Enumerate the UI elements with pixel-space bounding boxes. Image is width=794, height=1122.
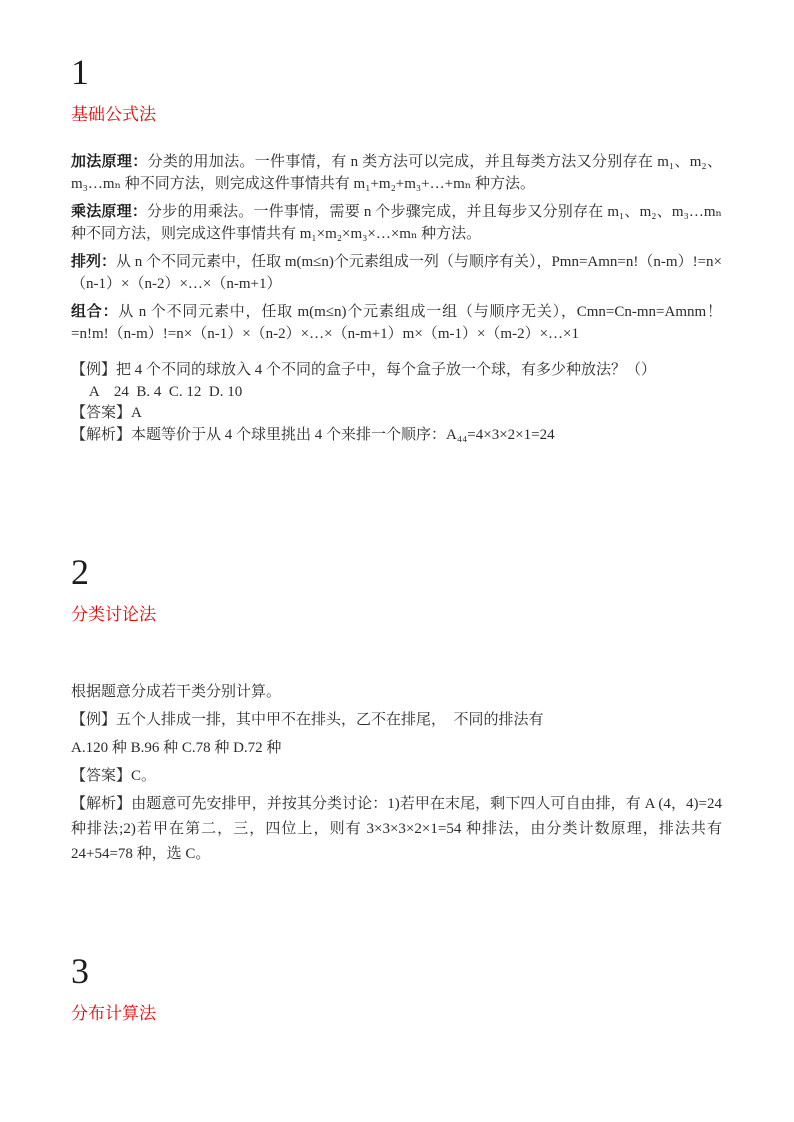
section-intro: 根据题意分成若干类分别计算。: [71, 684, 282, 700]
example-block: [71, 360, 722, 446]
paragraph-text: 分步的用乘法。一件事情，需要 n 个步骤完成，并且每步又分别存在 m₁、m₂、m₃…mₙ 种不同方法，则完成这件事情共有 m₁×m₂×m₃×…×mₙ 种方法。: [71, 204, 722, 242]
example-options: A.120 种 B.96 种 C.78 种 D.72 种: [71, 740, 282, 756]
paragraph-text: 从 n 个不同元素中，任取 m(m≤n)个元素组成一列（与顺序有关），Pmn=Amn=n!（n-m）!=n×（n-1）×（n-2）×…×（n-m+1）: [71, 254, 722, 292]
example-analysis: 【解析】由题意可先安排甲，并按其分类讨论：1)若甲在末尾，剩下四人可自由排，有 A (4，4)=24 种排法;2)若甲在第二，三，四位上，则有 3×3×3×2×1=54 种排法，由分类计数原理，排法共有 24+54=78 种，选 C。: [71, 796, 722, 862]
section-number: 2: [71, 552, 89, 592]
example-answer: 【答案】A: [71, 405, 142, 421]
section-title: 分布计算法: [71, 1004, 156, 1023]
paragraph-label: 排列：: [71, 254, 117, 270]
section-number: 1: [71, 52, 89, 92]
example-options: A 24 B. 4 C. 12 D. 10: [71, 383, 243, 400]
example-question: 【例】五个人排成一排，其中甲不在排头，乙不在排尾， 不同的排法有: [71, 712, 544, 728]
paragraph-combination: [71, 301, 722, 345]
section-title: 基础公式法: [71, 105, 156, 124]
paragraph-text: 从 n 个不同元素中，任取 m(m≤n)个元素组成一组（与顺序无关），Cmn=Cn-mn=Amnm！ =n!m!（n-m）!=n×（n-1）×（n-2）×…×（n-m+1）m×（m-1）×（m-2）×…×1: [71, 304, 722, 342]
example-question: 【例】把 4 个不同的球放入 4 个不同的盒子中，每个盒子放一个球，有多少种放法？（）: [71, 362, 657, 378]
paragraph-multiplication-principle: [71, 201, 722, 245]
paragraph-text: 分类的用加法。一件事情，有 n 类方法可以完成，并且每类方法又分别存在 m₁、m₂、m₃…mₙ 种不同方法，则完成这件事情共有 m₁+m₂+m₃+…+mₙ 种方法。: [71, 154, 722, 192]
section-basic-formula: [71, 52, 722, 446]
section-classification-discussion: [71, 552, 722, 867]
paragraph-addition-principle: [71, 151, 722, 195]
example-answer: 【答案】C。: [71, 768, 157, 784]
paragraph-label: 加法原理：: [71, 154, 148, 170]
paragraph-label: 组合：: [71, 304, 119, 320]
paragraph-permutation: [71, 251, 722, 295]
example-analysis: 【解析】本题等价于从 4 个球里挑出 4 个来排一个顺序：A₄₄=4×3×2×1=24: [71, 426, 555, 443]
example-block: [71, 708, 722, 867]
paragraph-label: 乘法原理：: [71, 204, 148, 220]
section-title: 分类讨论法: [71, 605, 156, 624]
section-number: 3: [71, 951, 89, 991]
section-distribution-calculation: [71, 951, 722, 1023]
